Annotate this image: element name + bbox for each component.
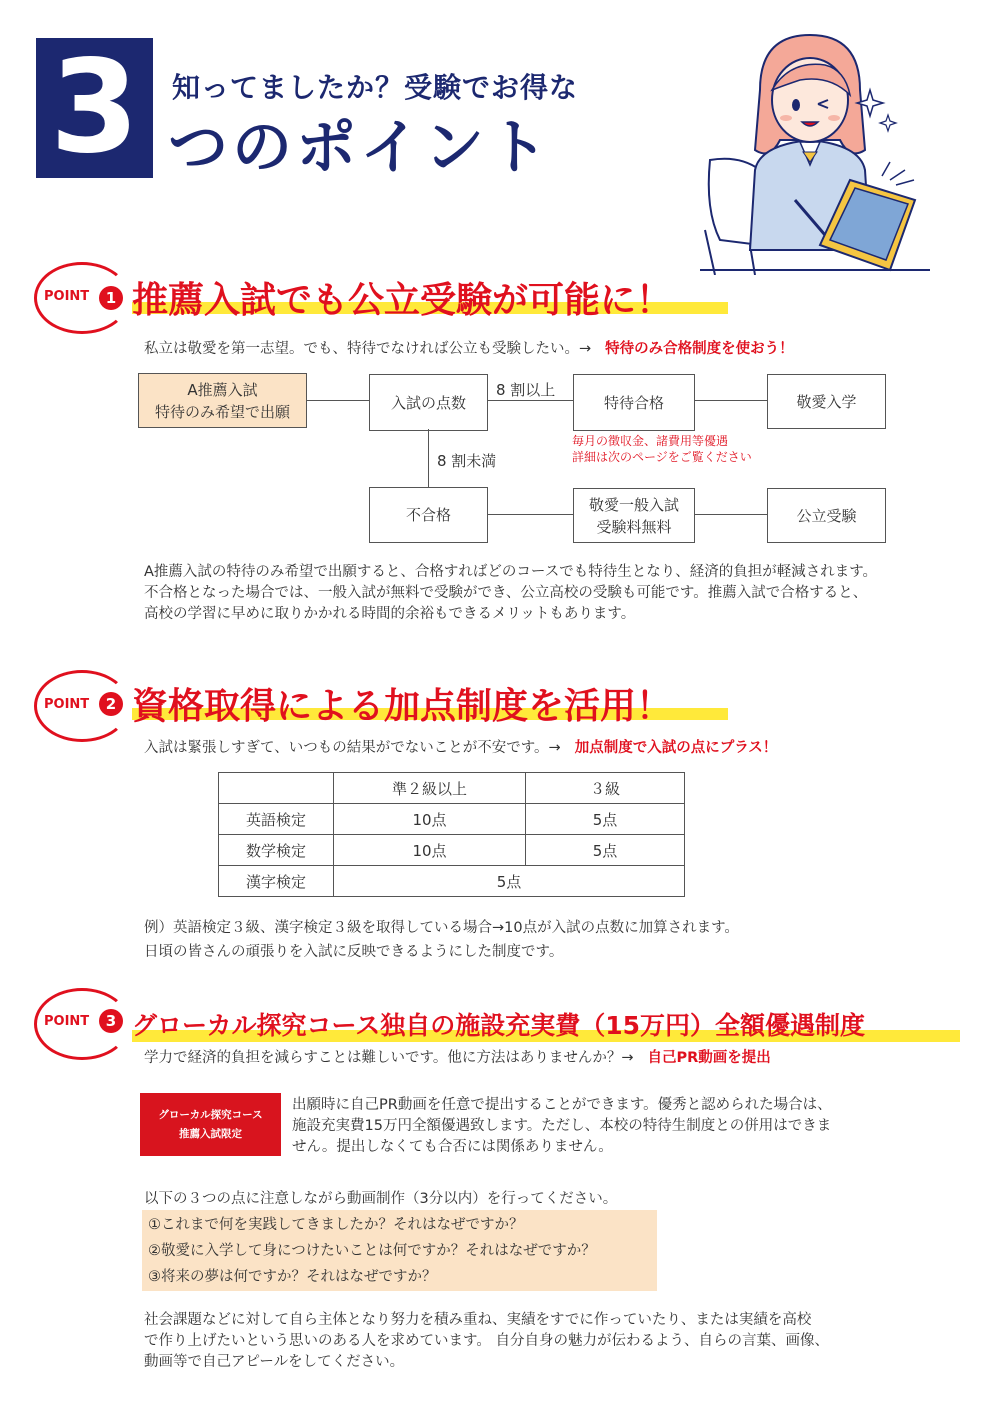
flow-box-tokutai <box>573 374 695 431</box>
question-item: ②敬愛に入学して身につけたいことは何ですか？それはなぜですか？ <box>148 1243 596 1259</box>
point3-description <box>292 1095 832 1158</box>
point3-lead <box>144 1046 771 1067</box>
question-item: ①これまで何を実践してきましたか？それはなぜですか？ <box>148 1217 524 1233</box>
point2-example-line: 例）英語検定３級、漢字検定３級を取得している場合→10点が入試の点数に加算されます。 <box>144 920 739 936</box>
flow-line <box>428 429 429 487</box>
point1-title: 推薦入試でも公立受験が可能に！ <box>132 280 673 321</box>
flow-note <box>572 433 752 465</box>
section-number: 3 <box>36 38 153 178</box>
table-cell: 英語検定 <box>219 804 334 835</box>
question-list <box>148 1212 596 1290</box>
flow-public-label: 公立受験 <box>796 506 857 525</box>
table-header-row <box>219 773 685 804</box>
point3-closing-line: で作り上げたいという思いのある人を求めています。 自分自身の魅力が伝わるよう、自らの言葉、画像、 <box>144 1333 829 1349</box>
flow-line <box>694 514 767 515</box>
point3-label: POINT <box>44 1014 90 1029</box>
table-header-cell: 準２級以上 <box>334 773 526 804</box>
point3-lead-highlight: 自己PR動画を提出 <box>647 1050 771 1066</box>
point3-description-line: 施設充実費15万円全額優遇致します。ただし、本校の特待生制度との併用はできま <box>292 1118 832 1134</box>
flow-box-public <box>767 488 886 543</box>
flow-tokutai-label: 特待合格 <box>603 393 664 412</box>
flow-score-label: 入試の点数 <box>390 393 466 412</box>
flow-box-fail <box>369 487 488 543</box>
point3-title: グローカル探究コース独自の施設充実費（15万円）全額優遇制度 <box>132 1011 866 1040</box>
flow-box-enroll <box>767 374 886 429</box>
table-cell: 5点 <box>334 866 685 897</box>
flow-label-above: 8 割以上 <box>496 381 556 399</box>
bonus-points-table <box>218 772 685 897</box>
point1-paragraph-line: 不合格となった場合では、一般入試が無料で受験ができ、公立高校の受験も可能です。推薦入試で合格すると、 <box>144 585 868 601</box>
table-row <box>219 866 685 897</box>
point1-lead-highlight: 特待のみ合格制度を使おう！ <box>605 341 794 357</box>
limit-line2: 推薦入試限定 <box>179 1127 242 1140</box>
point1-lead <box>144 337 794 358</box>
point2-label: POINT <box>44 697 90 712</box>
point3-description-line: せん。提出しなくても合否には関係ありません。 <box>292 1139 613 1155</box>
table-cell: 10点 <box>334 835 526 866</box>
point1-label: POINT <box>44 289 90 304</box>
flow-note-line1: 毎月の徴収金、諸費用等優遇 <box>572 434 729 448</box>
table-row <box>219 835 685 866</box>
point1-lead-text: 私立は敬愛を第一志望。でも、特待でなければ公立も受験したい。→ <box>144 341 592 357</box>
flow-enroll-label: 敬愛入学 <box>796 392 857 411</box>
point2-title: 資格取得による加点制度を活用！ <box>132 686 673 727</box>
flow-general-line2: 受験料無料 <box>596 517 672 536</box>
point2-lead-text: 入試は緊張しすぎて、いつもの結果がでないことが不安です。→ <box>144 740 561 756</box>
flow-label-below: 8 割未満 <box>437 452 497 470</box>
question-item: ③将来の夢は何ですか？それはなぜですか？ <box>148 1269 437 1285</box>
flow-note-line2: 詳細は次のページをご覧ください <box>572 450 752 464</box>
point2-lead <box>144 736 777 757</box>
point2-example <box>144 916 739 964</box>
flow-box-score <box>369 374 488 431</box>
point2-example-line: 日頃の皆さんの頑張りを入試に反映できるようにした制度です。 <box>144 944 564 960</box>
point1-paragraph <box>144 562 877 625</box>
table-cell: 漢字検定 <box>219 866 334 897</box>
point1-paragraph-line: 高校の学習に早めに取りかかれる時間的余裕もできるメリットもあります。 <box>144 606 636 622</box>
point1-number: 1 <box>99 286 123 310</box>
flow-apply-line1: A推薦入試 <box>187 380 258 399</box>
flow-box-general <box>573 488 695 543</box>
course-limit-badge <box>140 1093 281 1156</box>
limit-line1: グローカル探究コース <box>158 1108 263 1121</box>
table-header-cell: ３級 <box>526 773 685 804</box>
header-subtitle: 知ってましたか？受験でお得な <box>172 71 579 104</box>
table-cell: 10点 <box>334 804 526 835</box>
flow-line <box>694 400 767 401</box>
table-header-cell <box>219 773 334 804</box>
point3-lead-text: 学力で経済的負担を減らすことは難しいです。他に方法はありませんか？→ <box>144 1050 634 1066</box>
flow-apply-line2: 特待のみ希望で出願 <box>154 402 290 421</box>
point3-closing-line: 社会課題などに対して自ら主体となり努力を積み重ね、実績をすでに作っていたり、または実績を高校 <box>144 1312 812 1328</box>
point2-number: 2 <box>99 692 123 716</box>
point3-closing <box>144 1310 829 1373</box>
flow-line <box>487 514 573 515</box>
point3-closing-line: 動画等で自己アピールをしてください。 <box>144 1354 405 1370</box>
point3-number: 3 <box>99 1009 123 1033</box>
flow-line <box>306 400 369 401</box>
flow-line <box>487 400 573 401</box>
point3-description-line: 出願時に自己PR動画を任意で提出することができます。優秀と認められた場合は、 <box>292 1097 832 1113</box>
table-row <box>219 804 685 835</box>
point1-paragraph-line: A推薦入試の特待のみ希望で出願すると、合格すればどのコースでも特待生となり、経済的負担が軽減されます。 <box>144 564 878 580</box>
flow-fail-label: 不合格 <box>405 506 451 524</box>
flow-general-line1: 敬愛一般入試 <box>588 495 679 514</box>
header-title: つのポイント <box>168 113 552 183</box>
table-cell: 数学検定 <box>219 835 334 866</box>
flow-box-apply <box>138 373 307 428</box>
student-illustration <box>700 30 930 275</box>
table-cell: 5点 <box>526 804 685 835</box>
point3-instruction: 以下の３つの点に注意しながら動画制作（3分以内）を行ってください。 <box>144 1191 618 1207</box>
point2-lead-highlight: 加点制度で入試の点にプラス！ <box>574 740 778 756</box>
table-cell: 5点 <box>526 835 685 866</box>
